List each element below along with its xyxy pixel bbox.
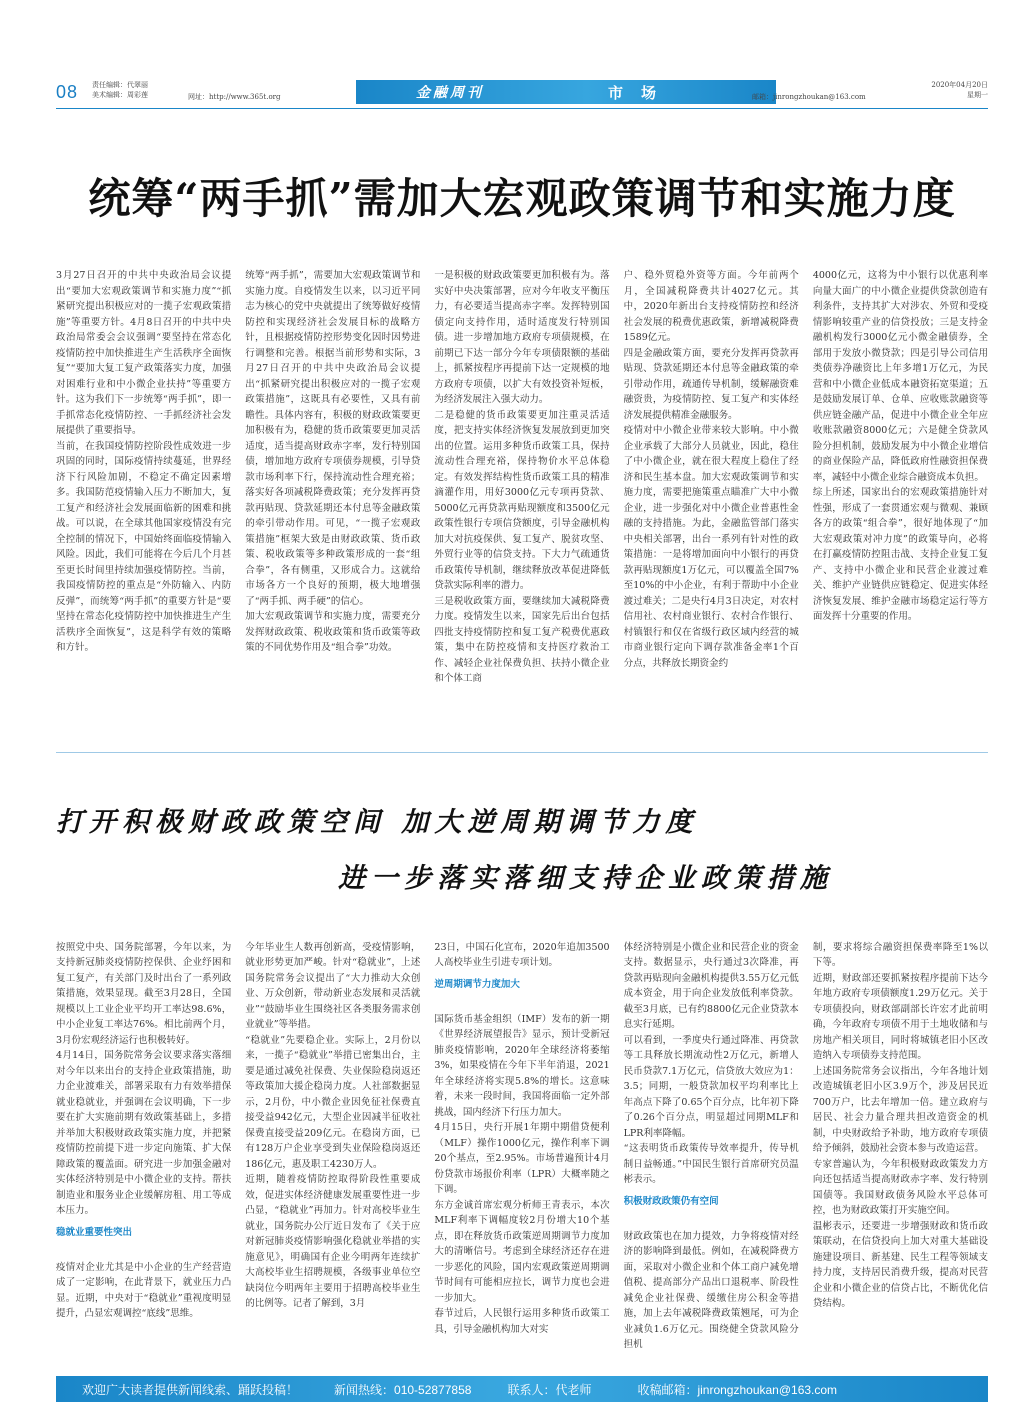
section-name: 市场 — [608, 84, 675, 102]
paragraph: 疫情对企业尤其是中小企业的生产经营造成了一定影响，在此背景下，就业压力凸显。近期，中央对于“稳就业”重视度明显提升，凸显宏观调控“底线”思维。 — [56, 1261, 232, 1319]
footer-banner — [56, 1376, 988, 1402]
subheading: 稳就业重要性突出 — [56, 1226, 133, 1238]
footer-email[interactable]: 收稿邮箱：jinrongzhoukan@163.com — [637, 1382, 838, 1397]
footer-invite: 欢迎广大读者提供新闻线索、踊跃投稿！ — [82, 1382, 299, 1397]
article1-column: 统筹“两手抓”，需要加大宏观政策调节和实施力度。自疫情发生以来，以习近平同志为核心的党中央就提出了统筹做好疫情防控和实现经济社会发展目标的战略方针，且根据疫情防控形势变化因时因势进行调整和完善。根据当前形势和实际，3月27日召开的中共中央政治局会议提出“抓紧研究提出积极应对的一揽子宏观政策措施”，这既具有必要性，又具有前瞻性。具体内容有，积极的财政政策要更加积极有为，稳健的货币政策要更加灵活适度，适当提高财政赤字率，发行特别国债，增加地方政府专项债券规模，引导贷款市场利率下行，保持流动性合理充裕；落实好各项减税降费政策；充分发挥再贷款再贴现、贷款延期还本付息等金融政策的牵引带动作用。可见，“一揽子宏观政策措施”框架大致是由财政政策、货币政策、税收政策等多种政策形成的一套“组合拳”，各有侧重，又形成合力。这就给市场各方一个良好的预期，极大地增强了“两手抓、两手硬”的信心。 加大宏观政策调节和实施力度，需要充分发挥财政政策、税收政策和货币政策等政策的不同优势作用及“组合拳”功效。 — [245, 270, 421, 653]
article2-column — [56, 924, 231, 1356]
article2-title-line2: 进一步落实落细支持企业政策措施 — [338, 863, 833, 894]
brand-logo: 金融周刊 — [416, 85, 484, 101]
article2-column — [434, 924, 609, 1356]
weekday: 星期一 — [967, 91, 988, 99]
paragraph: 体经济特别是小微企业和民营企业的资金支持。数据显示，央行通过3次降准，再贷款再贴现向金融机构提供3.55万亿元低成本资金，用于向企业发放低利率贷款。截至3月底，已有约8800亿元企业贷款本息实行延期。 可以看到，一季度央行通过降准、再贷款等工具释放长期流动性2万亿元，新增人民币贷款7.1万亿元，信贷放大效应为1：3.5；同期，一般贷款加权平均利率比上年高点下降了0.65个百分点，比年初下降了0.26个百分点，明显超过同期MLF和LPR利率降幅。 “这表明货币政策传导效率提升，传导机制日益畅通。”中国民生银行首席研究员温彬表示。 — [623, 941, 799, 1185]
paragraph: 财政政策也在加力提效，力争将疫情对经济的影响降到最低。例如，在减税降费方面，采取对小微企业和个体工商户减免增值税、提高部分产品出口退税率、阶段性减免企业社保费、缓缴住房公积金等措施，加上去年减税降费政策翘尾，可为企业减负1.6万亿元。围绕健全贷款风险分担机 — [623, 1230, 799, 1350]
paragraph: 今年毕业生人数再创新高，受疫情影响，就业形势更加严峻。针对“稳就业”，上述国务院常务会议提出了“大力推动大众创业、万众创新，带动新业态发展和灵活就业”“鼓励毕业生围绕社区各类服务需求创业就业”等举措。 “稳就业”先要稳企业。实际上，2月份以来，一揽子“稳就业”举措已密集出台，主要是通过减免社保费、失业保险稳岗返还等政策加大援企稳岗力度。人社部数据显示，2月份，中小微企业因免征社保费直接受益942亿元，大型企业因减半征收社保费直接受益209亿元。在稳岗方面，已有128万户企业享受到失业保险稳岗返还186亿元，惠及职工4230万人。 近期，随着疫情防控取得阶段性重要成效，促进实体经济健康发展重要性进一步凸显，“稳就业”再加力。针对高校毕业生就业，国务院办公厅近日发布了《关于应对新冠肺炎疫情影响强化稳就业举措的实施意见》，明确国有企业今明两年连续扩大高校毕业生招聘规模，各级事业单位空缺岗位今明两年主要用于招聘高校毕业生的比例等。记者了解到，3月 — [245, 941, 421, 1309]
article1-column: 4000亿元，这将为中小银行以优惠利率向量大面广的中小微企业提供贷款创造有利条件，支持其扩大对涉农、外贸和受疫情影响较重产业的信贷投放；三是支持金融机构发行3000亿元小微金融债券，全部用于发放小微贷款；四是引导公司信用类债券净融资比上年多增1万亿元，为民营和中小微企业低成本融资拓宽渠道；五是鼓励发展订单、仓单、应收账款融资等供应链金融产品，促进中小微企业全年应收账款融资8000亿元；六是健全贷款风险分担机制，鼓励发展为中小微企业增信的商业保险产品，降低政府性融资担保费率，减轻中小微企业综合融资成本负担。 综上所述，国家出台的宏观政策措施针对性强，形成了一套贯通宏观与微观、兼顾各方的政策“组合拳”，很好地体现了“加大宏观政策对冲力度”的政策导向，必将在打赢疫情防控阻击战、支持企业复工复产、支持中小微企业和民营企业渡过难关、维护产业链供应链稳定、促进实体经济恢复发展、维护金融市场稳定运行等方面发挥十分重要的作用。 — [812, 270, 989, 622]
header-email[interactable]: 邮箱：jinrongzhoukan@163.com — [752, 93, 866, 101]
paragraph: 按照党中央、国务院部署，今年以来，为支持新冠肺炎疫情防控保供、企业纾困和复工复产，有关部门及时出台了一系列政策措施，效果显现。截至3月28日，全国规模以上工业企业平均开工率达98.6%，中小企业复工率达76%。相比前两个月，3月份宏观经济运行也积极转好。 4月14日，国务院常务会议要求落实落细对今年以来出台的支持企业政策措施，助力企业渡难关，部署采取有力有效举措保就业稳就业，并强调在会议明确，下一步要在扩大实施前期有效政策基础上，多措并举加大积极财政政策实施力度，并把紧疫情防控前提下进一步定向施策、扩大保障政策的覆盖面。研究进一步加强金融对实体经济特别是中小微企业的支持。帮扶制造业和服务业企业缓解房租、用工等成本压力。 — [56, 941, 232, 1216]
header-rule — [56, 108, 988, 109]
article2-column — [245, 924, 420, 1356]
date: 2020年04月20日 — [931, 81, 988, 89]
article2-title-line1: 打开积极财政政策空间 加大逆周期调节力度 — [56, 807, 699, 838]
article1-title: 统筹“两手抓”需加大宏观政策调节和实施力度 — [88, 174, 956, 223]
header-banner — [356, 80, 776, 104]
section-divider — [56, 752, 988, 753]
paragraph: 国际货币基金组织（IMF）发布的新一期《世界经济展望报告》显示，预计受新冠肺炎疫情影响，2020年全球经济将萎缩3%，如果疫情在今年下半年消退，2021年全球经济将实现5.8%的增长。这意味着，未来一段时间，我国将面临一定外部挑战，国内经济下行压力加大。 4月15日，央行开展1年期中期借贷便利（MLF）操作1000亿元，操作利率下调20个基点，至2.95%。市场普遍预计4月份贷款市场报价利率（LPR）大概率随之下调。 东方金诚首席宏观分析师王青表示，本次MLF利率下调幅度较2月份增大10个基点，即在释放货币政策逆周期调节力度加大的清晰信号。考虑到全球经济还存在进一步恶化的风险，国内宏观政策逆周期调节时间有可能相应拉长，调节力度也会进一步加大。 春节过后，人民银行运用多种货币政策工具，引导金融机构加大对实 — [434, 1013, 610, 1335]
editor-line: 责任编辑：代翠丽 — [92, 81, 148, 89]
article1-column: 一是积极的财政政策要更加积极有为。落实好中央决策部署，应对今年收支平衡压力，有必要适当提高赤字率。发挥特别国债定向支持作用，适时适度发行特别国债。进一步增加地方政府专项债规模，在前期已下达一部分今年专项债限额的基础上，抓紧按程序再提前下达一定规模的地方政府专项债，以扩大有效投资补短板，为经济发展注入强大动力。 二是稳健的货币政策要更加注重灵活适度，把支持实体经济恢复发展放到更加突出的位置。运用多种货币政策工具，保持流动性合理充裕，保持物价水平总体稳定。有效发挥结构性货币政策工具的精准滴灌作用，用好3000亿元专项再贷款、5000亿元再贷款再贴现额度和3500亿元政策性银行专项信贷额度，引导金融机构加大对抗疫保供、复工复产、脱贫攻坚、外贸行业等的信贷支持。下大力气疏通货币政策传导机制，继续释放改革促进降低贷款实际利率的潜力。 三是税收政策方面，要继续加大减税降费力度。疫情发生以来，国家先后出台包括四批支持疫情防控和复工复产税费优惠政策，集中在防控疫情和支持医疗救治工作、减轻企业社保费负担、扶持小微企业和个体工商 — [434, 270, 610, 684]
issue-date — [931, 80, 988, 100]
article2-body — [56, 924, 988, 1356]
article2-column — [624, 924, 799, 1356]
editor-credits — [92, 80, 148, 100]
paragraph: 制，要求将综合融资担保费率降至1%以下等。 近期，财政部还要抓紧按程序提前下达今年地方政府专项债额度1.29万亿元。关于专项债投向，财政部副部长许宏才此前明确，今年政府专项债不用于土地收储和与房地产相关项目，同时将城镇老旧小区改造纳入专项债券支持范围。 上述国务院常务会议指出，今年各地计划改造城镇老旧小区3.9万个，涉及居民近700万户，比去年增加一倍。建立政府与居民、社会力量合理共担改造资金的机制，中央财政给予补助，地方政府专项债给予倾斜，鼓励社会资本参与改造运营。 专家普遍认为，今年积极财政政策发力方向还包括适当提高财政赤字率、发行特别国债等。我国财政债务风险水平总体可控，也为财政政策打开实施空间。 温彬表示，还要进一步增强财政和货币政策联动，在信贷投向上加大对重大基础设施建设项目、新基建、民生工程等领域支持力度，支持居民消费升级，提高对民营企业和小微企业的信贷占比，不断优化信贷结构。 — [812, 941, 989, 1309]
footer-contact: 联系人：代老师 — [507, 1382, 592, 1397]
page-number: 08 — [56, 82, 79, 102]
article2-column — [813, 924, 988, 1356]
footer-hotline[interactable]: 新闻热线：010-52877858 — [334, 1382, 472, 1397]
art-editor-line: 美术编辑：周彩莲 — [92, 91, 148, 99]
subheading: 逆周期调节力度加大 — [434, 978, 520, 990]
subheading: 积极财政政策仍有空间 — [623, 1195, 719, 1207]
paragraph: 23日，中国石化宣布，2020年追加3500人高校毕业生引进专项计划。 — [434, 941, 610, 968]
website-link[interactable]: 网址：http://www.365t.org — [188, 93, 281, 101]
article1-column: 3月27日召开的中共中央政治局会议提出“要加大宏观政策调节和实施力度”“抓紧研究提出积极应对的一揽子宏观政策措施”等重要方针。4月8日召开的中共中央政治局常委会会议强调“要坚持在常态化疫情防控中加快推进生产生活秩序全面恢复”“要加大复工复产政策落实力度，加强对困难行业和中小微企业扶持”等重要方针。这为我们下一步统筹“两手抓”，即一手抓常态化疫情防控、一手抓经济社会发展提供了重要指导。 当前，在我国疫情防控阶段性成效进一步巩固的同时，国际疫情持续蔓延，世界经济下行风险加剧，不稳定不确定因素增多。我国防范疫情输入压力不断加大，复工复产和经济社会发展面临新的困难和挑战。可以说，在全球其他国家疫情没有完全控制的情况下，中国始终面临疫情输入风险。因此，我们可能将在今后几个月甚至更长时间里持续加强疫情防控。当前，我国疫情防控的重点是“外防输入、内防反弹”，而统筹“两手抓”的重要方针是“要坚持在常态化疫情防控中加快推进生产生活秩序全面恢复”，这是科学有效的策略和方针。 — [56, 270, 232, 653]
page-header — [56, 80, 988, 106]
article1-body — [56, 268, 988, 738]
article1-column: 户、稳外贸稳外资等方面。今年前两个月，全国减税降费共计4027亿元。其中，2020年新出台支持疫情防控和经济社会发展的税费优惠政策，新增减税降费1589亿元。 四是金融政策方面，要充分发挥再贷款再贴现、贷款延期还本付息等金融政策的牵引带动作用，疏通传导机制，缓解融资难融资贵，为疫情防控、复工复产和实体经济发展提供精准金融服务。 疫情对中小微企业带来较大影响。中小微企业承载了大部分人员就业，因此，稳住了中小微企业，就在很大程度上稳住了经济和民生基本盘。加大宏观政策调节和实施力度，需要把施策重点瞄准广大中小微企业，进一步强化对中小微企业普惠性金融的支持措施。为此，金融监管部门落实中央相关部署，出台一系列有针对性的政策措施：一是将增加面向中小银行的再贷款再贴现额度1万亿元，可以覆盖全国7%至10%的中小企业，有利于帮助中小企业渡过难关；二是央行4月3日决定，对农村信用社、农村商业银行、农村合作银行、村镇银行和仅在省级行政区域内经营的城市商业银行定向下调存款准备金率1个百分点，共释放长期资金约 — [623, 270, 799, 669]
